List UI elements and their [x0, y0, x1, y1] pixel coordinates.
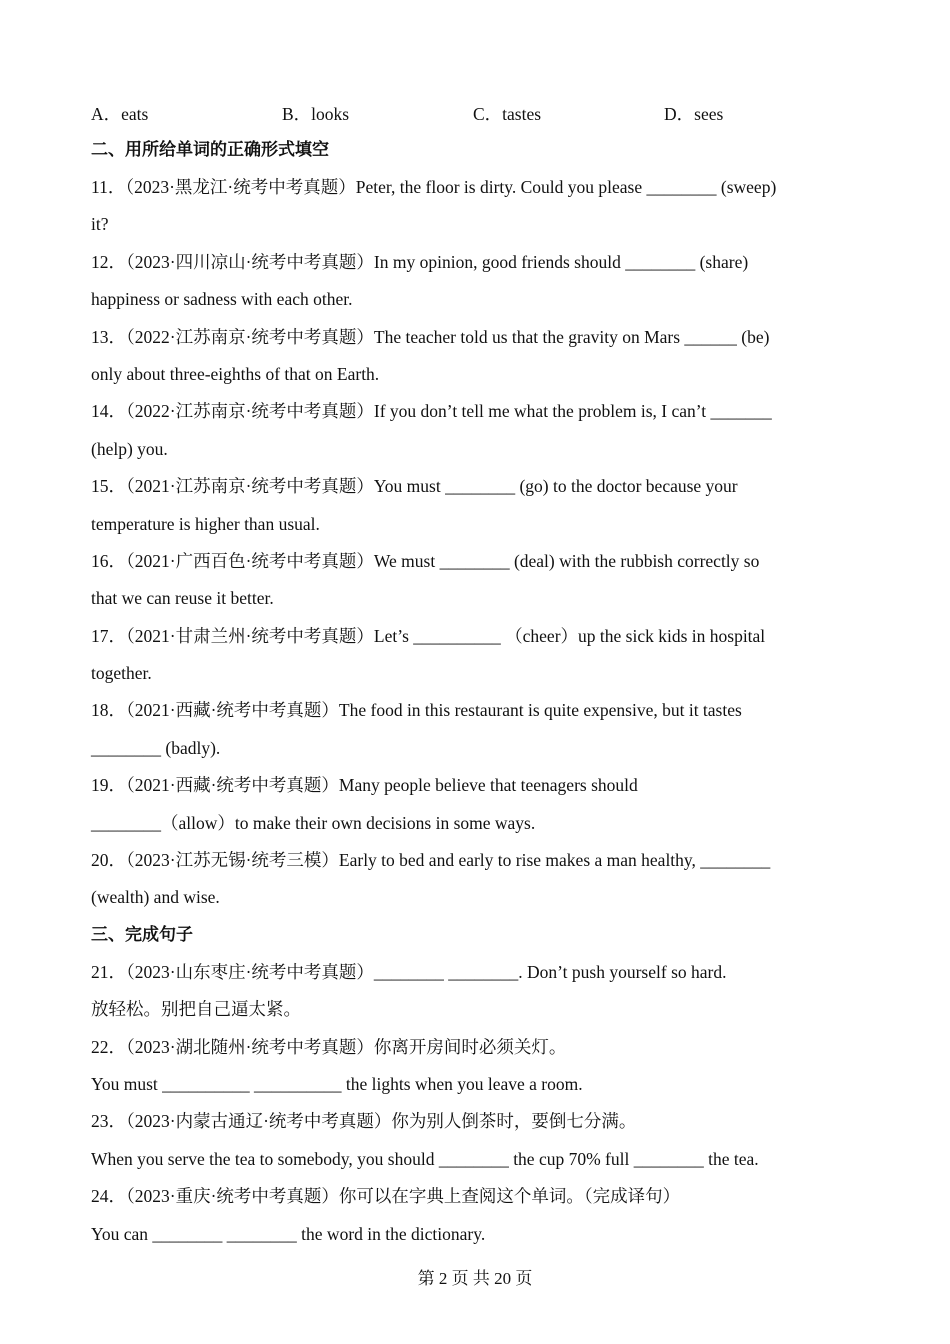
question-12: 12．（2023·四川凉山·统考中考真题）In my opinion, good friends should ________ (share) happiness or sadness with each other. [91, 251, 749, 310]
question-15: 15．（2021·江苏南京·统考中考真题）You must ________ (go) to the doctor because your temperature is higher than usual. [91, 476, 738, 534]
option-d: D．sees [664, 104, 724, 124]
question-18: 18．（2021·西藏·统考中考真题）The food in this restaurant is quite expensive, but it tastes ________ (badly). [91, 700, 742, 758]
question-13: 13．（2022·江苏南京·统考中考真题）The teacher told us that the gravity on Mars ______ (be) only about three-eighths of that on Earth. [91, 326, 770, 384]
question-23: 23．（2023·内蒙古通辽·统考中考真题）你为别人倒茶时，要倒七分满。 When you serve the tea to somebody, you should ________ the cup 70% full ________ the tea. [91, 1111, 759, 1169]
option-a: A．eats [91, 104, 149, 124]
question-11: 11．（2023·黑龙江·统考中考真题）Peter, the floor is dirty. Could you please ________ (sweep) it? [91, 177, 777, 235]
document-page [91, 95, 861, 1253]
question-17: 17．（2021·甘肃兰州·统考中考真题）Let’s __________ （cheer）up the sick kids in hospital together. [91, 625, 766, 684]
answer-options [91, 95, 861, 132]
option-c: C．tastes [473, 104, 542, 124]
question-22: 22．（2023·湖北随州·统考中考真题）你离开房间时必须关灯。 You must __________ __________ the lights when you leave a room. [91, 1036, 583, 1094]
question-24: 24．（2023·重庆·统考中考真题）你可以在字典上查阅这个单词。（完成译句） You can ________ ________ the word in the dictionary. [91, 1186, 681, 1244]
question-19: 19．（2021·西藏·统考中考真题）Many people believe that teenagers should ________（allow）to make their own decisions in some ways. [91, 775, 638, 833]
section-3-title: 三、完成句子 [91, 924, 193, 945]
page-footer: 第 2 页 共 20 页 [417, 1269, 533, 1288]
question-21: 21．（2023·山东枣庄·统考中考真题）________ ________. Don’t push yourself so hard. 放轻松。别把自己逼太紧。 [91, 961, 727, 1020]
option-b: B．looks [282, 104, 350, 124]
question-14: 14．（2022·江苏南京·统考中考真题）If you don’t tell me what the problem is, I can’t _______ (help) you. [91, 401, 772, 459]
question-16: 16．（2021·广西百色·统考中考真题）We must ________ (deal) with the rubbish correctly so that we can reuse it better. [91, 550, 760, 609]
section-2-title: 二、用所给单词的正确形式填空 [91, 140, 329, 160]
question-20: 20．（2023·江苏无锡·统考三模）Early to bed and early to rise makes a man healthy, ________ (wealth) and wise. [91, 850, 771, 908]
